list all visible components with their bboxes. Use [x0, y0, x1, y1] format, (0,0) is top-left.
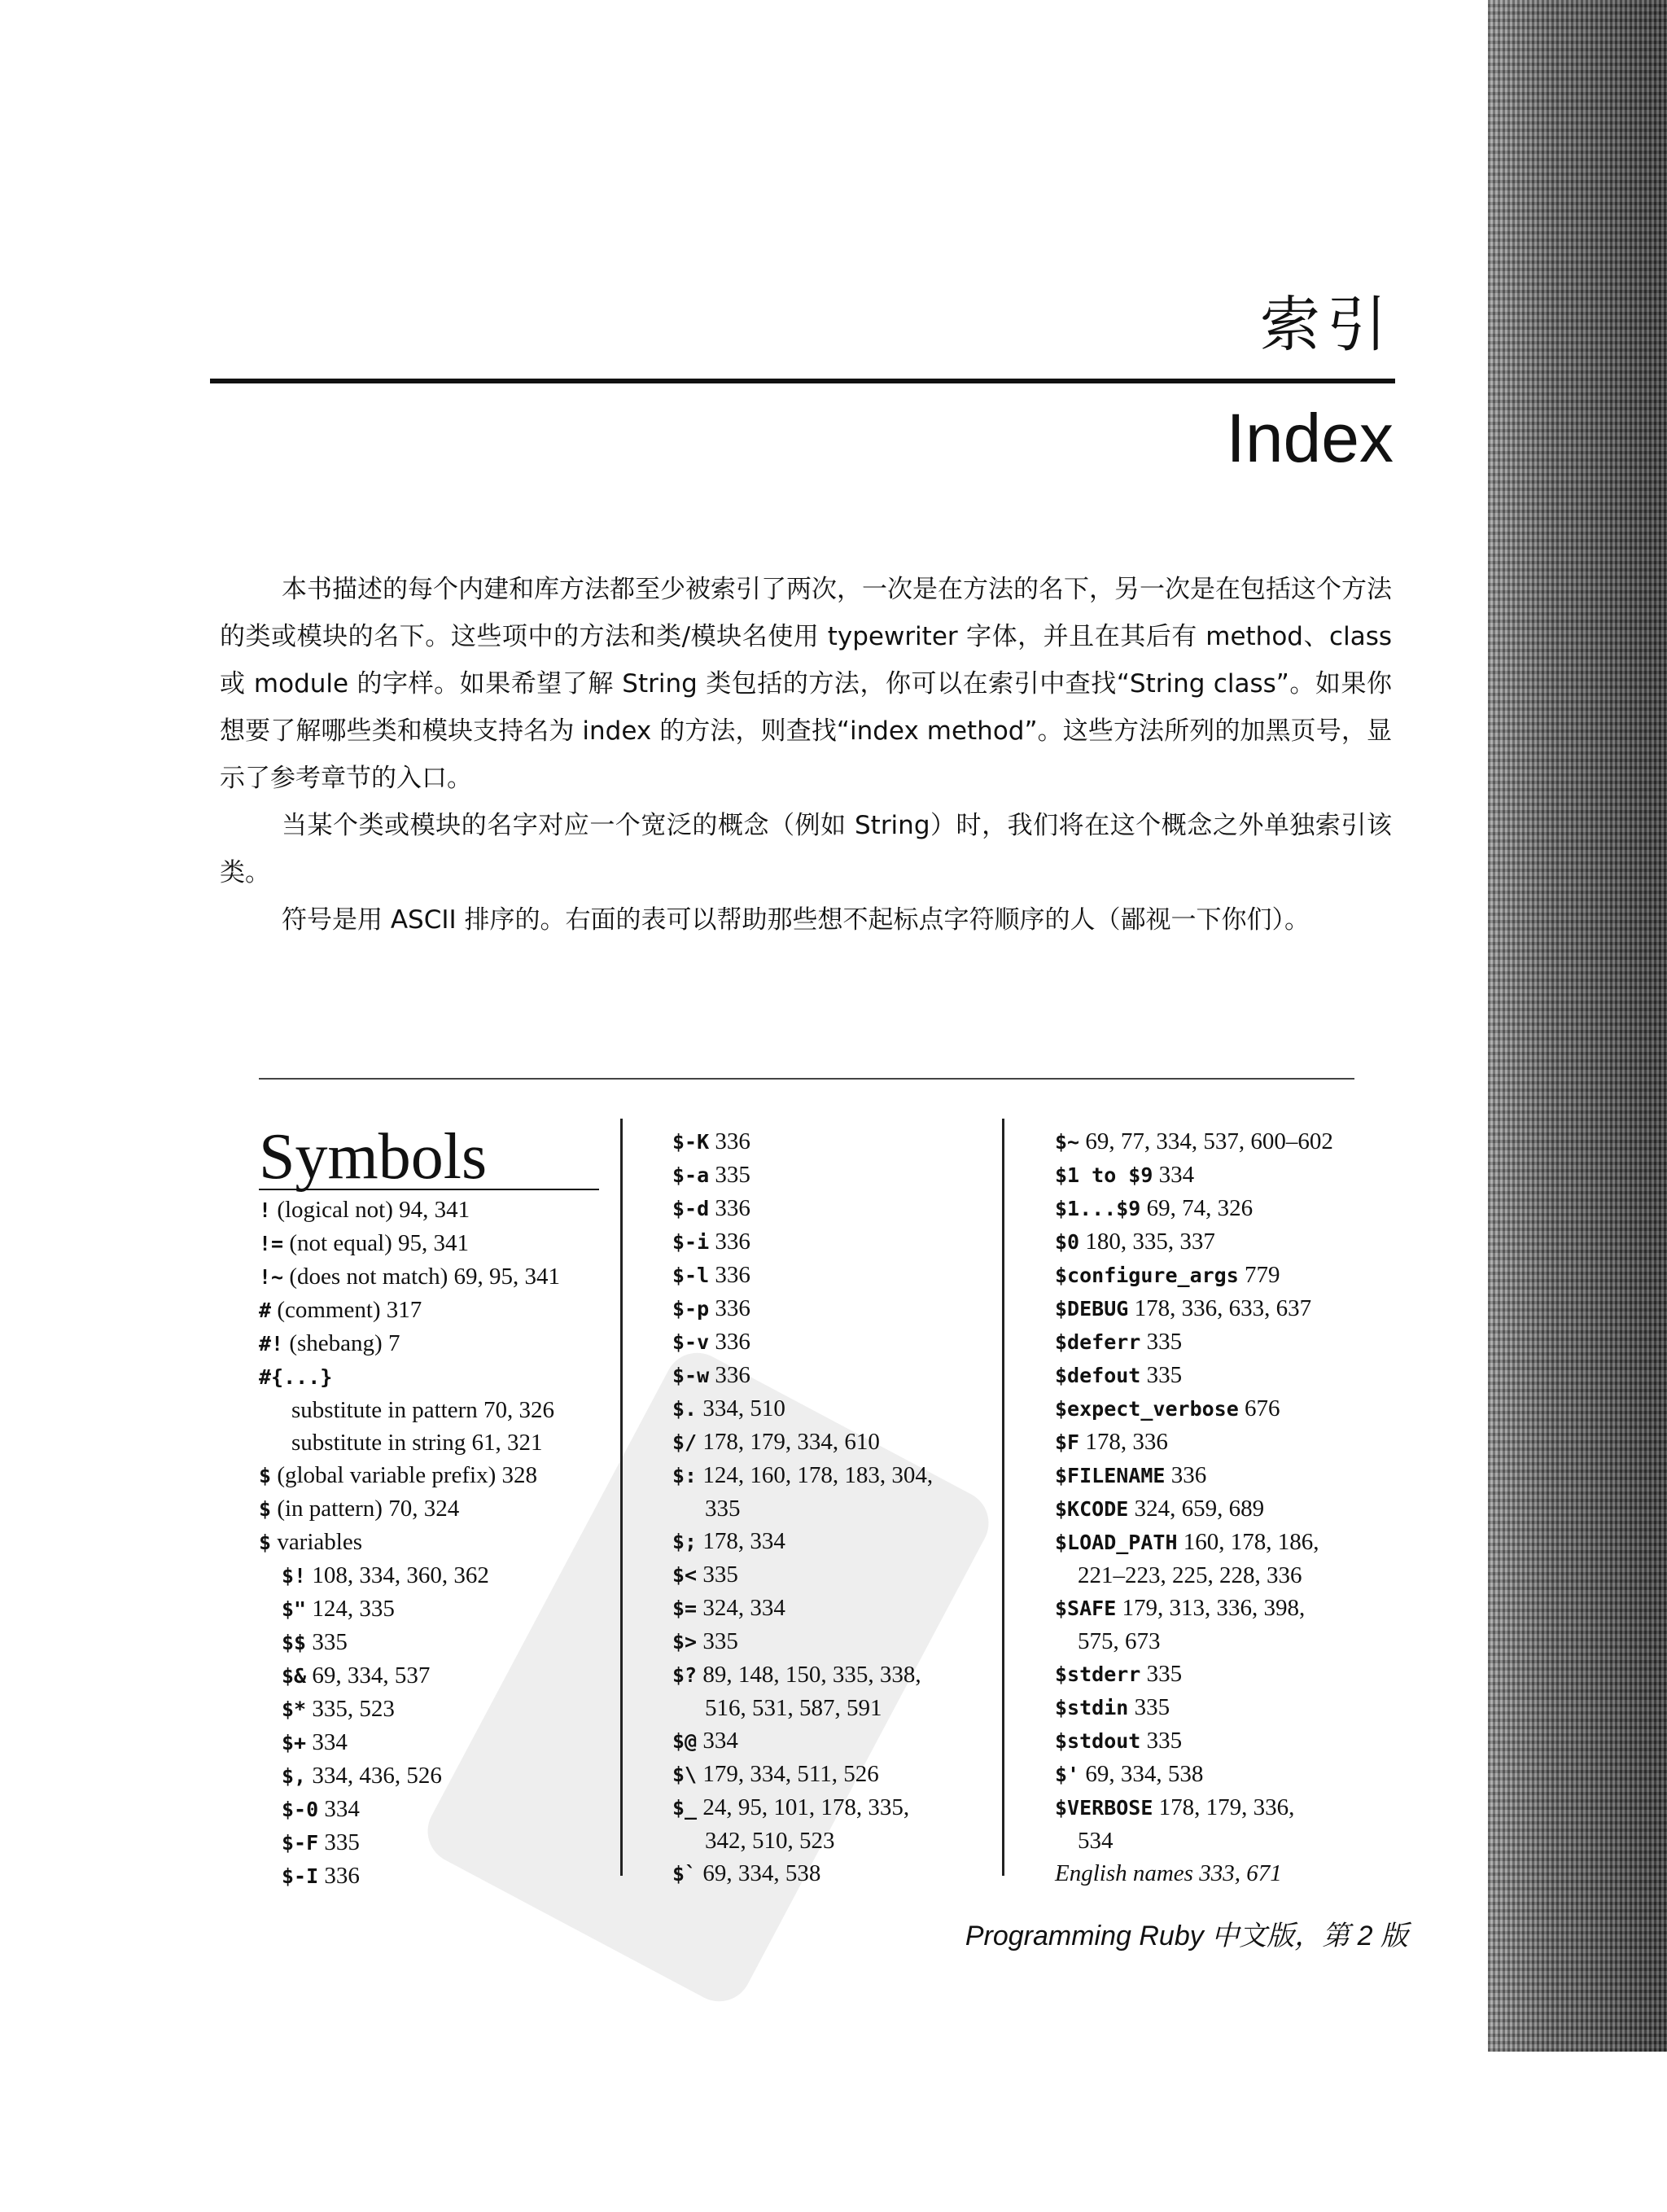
index-entry-symbol: $~: [1055, 1130, 1080, 1154]
index-entry-pages: 179, 313, 336, 398,: [1116, 1595, 1306, 1621]
index-entry: [1055, 1824, 1397, 1857]
index-entry-pages: 336: [709, 1329, 750, 1355]
index-entry-pages: 69, 334, 538: [1079, 1761, 1204, 1787]
index-entry-pages: 335: [709, 1162, 750, 1188]
index-entry: [672, 1692, 998, 1724]
index-entry: [259, 1360, 609, 1394]
index-entry-pages: 324, 659, 689: [1128, 1496, 1265, 1522]
index-entry-pages: 69, 77, 334, 537, 600–602: [1079, 1128, 1333, 1154]
index-entry-symbol: $-d: [672, 1197, 710, 1220]
index-entry: [259, 1327, 609, 1360]
index-entry: [259, 1626, 609, 1659]
index-entry-symbol: $>: [672, 1630, 698, 1654]
index-entry: [1055, 1526, 1397, 1559]
index-entry-pages: 335: [1140, 1362, 1183, 1388]
index-entry-pages: (in pattern) 70, 324: [271, 1496, 460, 1522]
index-entry: [672, 1225, 998, 1259]
index-entry: [259, 1659, 609, 1693]
index-entry-pages: (global variable prefix) 328: [271, 1462, 537, 1488]
index-entry: [672, 1292, 998, 1325]
index-entry-symbol: $:: [672, 1464, 698, 1487]
column-divider: [620, 1119, 623, 1876]
index-entry-symbol: $-F: [282, 1831, 319, 1855]
index-entry-symbol: $0: [1055, 1230, 1080, 1254]
index-entry: [1055, 1492, 1397, 1526]
index-entry: [259, 1459, 609, 1492]
index-entry: [672, 1824, 998, 1857]
index-entry: [259, 1859, 609, 1893]
index-entry-symbol: #: [259, 1299, 272, 1322]
index-entry-symbol: $@: [672, 1729, 698, 1753]
index-entry: [1055, 1259, 1397, 1292]
index-entry-pages: 69, 334, 537: [306, 1662, 431, 1689]
index-entry: [259, 1793, 609, 1826]
index-entry-pages: 336: [318, 1863, 360, 1889]
index-entry-symbol: $': [1055, 1763, 1080, 1786]
index-entry-pages: 334: [318, 1796, 360, 1822]
index-entry-pages: 178, 336, 633, 637: [1128, 1295, 1312, 1321]
index-entry: [672, 1125, 998, 1159]
index-entry-pages: 336: [709, 1362, 750, 1388]
index-column-3: [1055, 1125, 1397, 1890]
index-entry-symbol: $deferr: [1055, 1330, 1141, 1354]
index-entry-pages: 334: [697, 1728, 738, 1754]
index-entry-symbol: $-p: [672, 1297, 710, 1321]
index-entry-pages: 336: [709, 1262, 750, 1288]
index-entry: [672, 1791, 998, 1824]
index-entry: [672, 1658, 998, 1692]
index-entry-pages: variables: [271, 1529, 362, 1555]
index-entry-pages: (shebang) 7: [283, 1330, 400, 1356]
index-entry: [672, 1325, 998, 1359]
index-column-1: [259, 1121, 609, 1893]
index-entry-symbol: $`: [672, 1862, 698, 1886]
index-entry-pages: 124, 335: [306, 1596, 395, 1622]
index-entry-pages: 335: [697, 1562, 738, 1588]
index-entry-symbol: $1 to $9: [1055, 1163, 1153, 1187]
index-entry-pages: 335: [1140, 1728, 1183, 1754]
index-entry-pages: 334: [1153, 1162, 1195, 1188]
index-entry: [1055, 1724, 1397, 1758]
index-entry-pages: 336: [709, 1295, 750, 1321]
index-entry: [259, 1426, 609, 1459]
index-entry-symbol: $-i: [672, 1230, 710, 1254]
index-entry-symbol: $<: [672, 1563, 698, 1587]
intro-paragraph: 本书描述的每个内建和库方法都至少被索引了两次，一次是在方法的名下，另一次是在包括这个方法的类或模块的名下。这些项中的方法和类/模块名使用 typewriter 字体，并且在其后有 method、class 或 module 的字样。如果希望了解 String 类包括的方法，你可以在索引中查找“String class”。如果你想要了解哪些类和模块支持名为 index 的方法，则查找“index method”。这些方法所列的加黑页号，显示了参考章节的入口。: [220, 575, 1392, 793]
index-entry-pages: 335: [1128, 1694, 1170, 1720]
index-entry-pages: 335: [705, 1496, 741, 1522]
index-entry-symbol: $.: [672, 1397, 698, 1421]
index-entry: [672, 1758, 998, 1791]
index-entry-pages: 124, 160, 178, 183, 304,: [697, 1462, 934, 1488]
index-entry: [259, 1693, 609, 1726]
index-entry-pages: 89, 148, 150, 335, 338,: [697, 1662, 921, 1688]
index-entry-pages: 335: [1140, 1661, 1183, 1687]
index-entry-pages: 335: [318, 1829, 360, 1855]
index-entry-symbol: !~: [259, 1265, 284, 1289]
index-entry-symbol: $configure_args: [1055, 1264, 1239, 1287]
index-entry: [259, 1759, 609, 1793]
index-entry: [672, 1426, 998, 1459]
index-entry-pages: 160, 178, 186,: [1177, 1529, 1319, 1555]
index-entry-pages: 534: [1078, 1828, 1114, 1854]
index-entry: [672, 1259, 998, 1292]
index-entry-symbol: $-a: [672, 1163, 710, 1187]
index-entry-pages: 178, 336: [1079, 1429, 1168, 1455]
index-entry: [259, 1559, 609, 1592]
index-entry-pages: 178, 334: [697, 1528, 785, 1554]
index-entry: [672, 1192, 998, 1225]
index-entry-symbol: $defout: [1055, 1364, 1141, 1387]
index-entry: [259, 1726, 609, 1759]
index-entry-pages: 336: [709, 1229, 750, 1255]
index-entry-symbol: $: [259, 1531, 272, 1554]
index-entry-symbol: $expect_verbose: [1055, 1397, 1239, 1421]
index-entry-pages: 335, 523: [306, 1696, 395, 1722]
index-entry-pages: 179, 334, 511, 526: [697, 1761, 879, 1787]
index-entry-symbol: !: [259, 1198, 272, 1222]
index-entry-symbol: $-I: [282, 1864, 319, 1888]
index-entry: [1055, 1857, 1397, 1890]
index-entry-symbol: $-0: [282, 1798, 319, 1821]
index-entry: [1055, 1691, 1397, 1724]
index-entry: [259, 1294, 609, 1327]
index-entry: [1055, 1225, 1397, 1259]
index-entry: [672, 1159, 998, 1192]
index-entry-symbol: $+: [282, 1731, 307, 1754]
index-column-2: [672, 1125, 998, 1890]
index-entry-pages: 336: [1165, 1462, 1207, 1488]
index-entry: [1055, 1459, 1397, 1492]
index-entry: [1055, 1192, 1397, 1225]
index-entry-pages: 24, 95, 101, 178, 335,: [697, 1794, 910, 1820]
intro-paragraph: 符号是用 ASCII 排序的。右面的表可以帮助那些想不起标点字符顺序的人（鄙视一下你们）。: [282, 905, 1310, 935]
index-entry: [259, 1227, 609, 1260]
index-entry-symbol: $&: [282, 1664, 307, 1688]
index-entry: [1055, 1125, 1397, 1159]
index-entry-symbol: $F: [1055, 1430, 1080, 1454]
index-entry-symbol: $=: [672, 1597, 698, 1620]
index-entry-symbol: $\: [672, 1763, 698, 1786]
index-entry: [672, 1525, 998, 1558]
symbols-heading: Symbols: [259, 1125, 599, 1190]
page-title-en: Index: [1226, 400, 1394, 476]
index-entry-symbol: $DEBUG: [1055, 1297, 1129, 1321]
index-entry: [1055, 1359, 1397, 1392]
index-entry: [1055, 1325, 1397, 1359]
index-entry-pages: 676: [1238, 1395, 1280, 1421]
index-entry: [1055, 1758, 1397, 1791]
index-entry-symbol: English names: [1055, 1860, 1193, 1886]
index-entry-symbol: $": [282, 1597, 307, 1621]
index-entry-pages: 575, 673: [1078, 1628, 1161, 1654]
index-entry: [1055, 1625, 1397, 1658]
index-entry: [1055, 1592, 1397, 1625]
index-entry-symbol: $-w: [672, 1364, 710, 1387]
index-entry-pages: 334, 436, 526: [306, 1763, 442, 1789]
index-entry: [672, 1492, 998, 1525]
index-entry-pages: 69, 334, 538: [697, 1860, 821, 1886]
index-entry-symbol: $stdin: [1055, 1696, 1129, 1719]
index-entry-symbol: $FILENAME: [1055, 1464, 1166, 1487]
index-entry-pages: 324, 334: [697, 1595, 785, 1621]
index-entry: [259, 1394, 609, 1426]
page-title-zh: 索引: [1260, 290, 1394, 360]
index-entry: [259, 1826, 609, 1859]
index-entry-symbol: $-K: [672, 1130, 710, 1154]
index-entry: [1055, 1559, 1397, 1592]
index-entry-pages: 108, 334, 360, 362: [306, 1562, 489, 1588]
index-entry-pages: substitute in string 61, 321: [291, 1430, 543, 1456]
index-entry: [672, 1724, 998, 1758]
index-entry-symbol: $: [259, 1497, 272, 1521]
index-entry-pages: 779: [1238, 1262, 1280, 1288]
index-entry-pages: 178, 179, 336,: [1153, 1794, 1295, 1820]
index-entry: [1055, 1159, 1397, 1192]
index-entry: [672, 1359, 998, 1392]
index-entry-pages: 335: [1140, 1329, 1183, 1355]
column-divider: [1002, 1119, 1004, 1876]
index-entry: [1055, 1392, 1397, 1426]
index-entry-symbol: $1...$9: [1055, 1197, 1141, 1220]
index-entry-pages: 516, 531, 587, 591: [705, 1695, 882, 1721]
index-entry-symbol: $/: [672, 1430, 698, 1454]
index-entry-symbol: $VERBOSE: [1055, 1796, 1153, 1820]
index-entry-symbol: #!: [259, 1332, 284, 1356]
index-entry-pages: 180, 335, 337: [1079, 1229, 1215, 1255]
index-entry-symbol: $*: [282, 1697, 307, 1721]
index-entry-symbol: $-v: [672, 1330, 710, 1354]
index-entry-pages: (logical not) 94, 341: [271, 1197, 470, 1223]
index-entry-pages: 336: [709, 1195, 750, 1221]
index-entry-symbol: !=: [259, 1232, 284, 1255]
index-entry: [672, 1459, 998, 1492]
index-entry-symbol: #{...}: [259, 1365, 333, 1389]
index-entry-symbol: $;: [672, 1530, 698, 1553]
index-entry-pages: 334: [306, 1729, 348, 1755]
index-entry-pages: 221–223, 225, 228, 336: [1078, 1562, 1302, 1588]
index-entry-pages: 335: [306, 1629, 348, 1655]
index-entry: [1055, 1658, 1397, 1691]
index-entry-pages: substitute in pattern 70, 326: [291, 1397, 554, 1423]
index-entry-pages: 334, 510: [697, 1395, 785, 1421]
title-rule: [210, 379, 1395, 383]
index-entry-pages: (comment) 317: [271, 1297, 422, 1323]
index-entry-symbol: $LOAD_PATH: [1055, 1531, 1178, 1554]
index-entry: [1055, 1292, 1397, 1325]
index-entry-symbol: $-l: [672, 1264, 710, 1287]
index-entry: [672, 1558, 998, 1592]
intro-text: [220, 566, 1392, 944]
index-entry-symbol: $_: [672, 1796, 698, 1820]
index-entry: [259, 1260, 609, 1294]
index-entry: [259, 1492, 609, 1526]
index-entry: [672, 1625, 998, 1658]
index-entry-pages: 336: [709, 1128, 750, 1154]
index-entry: [259, 1194, 609, 1227]
index-entry-symbol: $SAFE: [1055, 1597, 1117, 1620]
index-entry: [1055, 1791, 1397, 1824]
section-rule: [259, 1078, 1354, 1080]
index-entry-pages: 335: [697, 1628, 738, 1654]
index-entry-pages: 333, 671: [1192, 1860, 1282, 1886]
index-entry-symbol: $?: [672, 1663, 698, 1687]
index-entry: [672, 1392, 998, 1426]
index-entry: [672, 1857, 998, 1890]
index-entry: [259, 1592, 609, 1626]
intro-paragraph: 当某个类或模块的名字对应一个宽泛的概念（例如 String）时，我们将在这个概念之外单独索引该类。: [220, 811, 1392, 887]
index-entry-pages: 178, 179, 334, 610: [697, 1429, 880, 1455]
index-entry-symbol: $stdout: [1055, 1729, 1141, 1753]
index-entry: [672, 1592, 998, 1625]
index-entry: [1055, 1426, 1397, 1459]
scan-edge-shadow: [1488, 0, 1667, 2052]
index-entry-symbol: $stderr: [1055, 1662, 1141, 1686]
index-entry-pages: (does not match) 69, 95, 341: [283, 1264, 560, 1290]
index-entry-symbol: $KCODE: [1055, 1497, 1129, 1521]
index-entry-pages: 69, 74, 326: [1140, 1195, 1254, 1221]
index-entry-symbol: $$: [282, 1631, 307, 1654]
index-entry-pages: 342, 510, 523: [705, 1828, 835, 1854]
page-footer: Programming Ruby 中文版，第 2 版: [965, 1921, 1408, 1951]
index-entry: [259, 1526, 609, 1559]
index-entry-symbol: $!: [282, 1564, 307, 1588]
index-entry-pages: (not equal) 95, 341: [283, 1230, 470, 1256]
index-entry-symbol: $: [259, 1464, 272, 1487]
index-entry-symbol: $,: [282, 1764, 307, 1788]
